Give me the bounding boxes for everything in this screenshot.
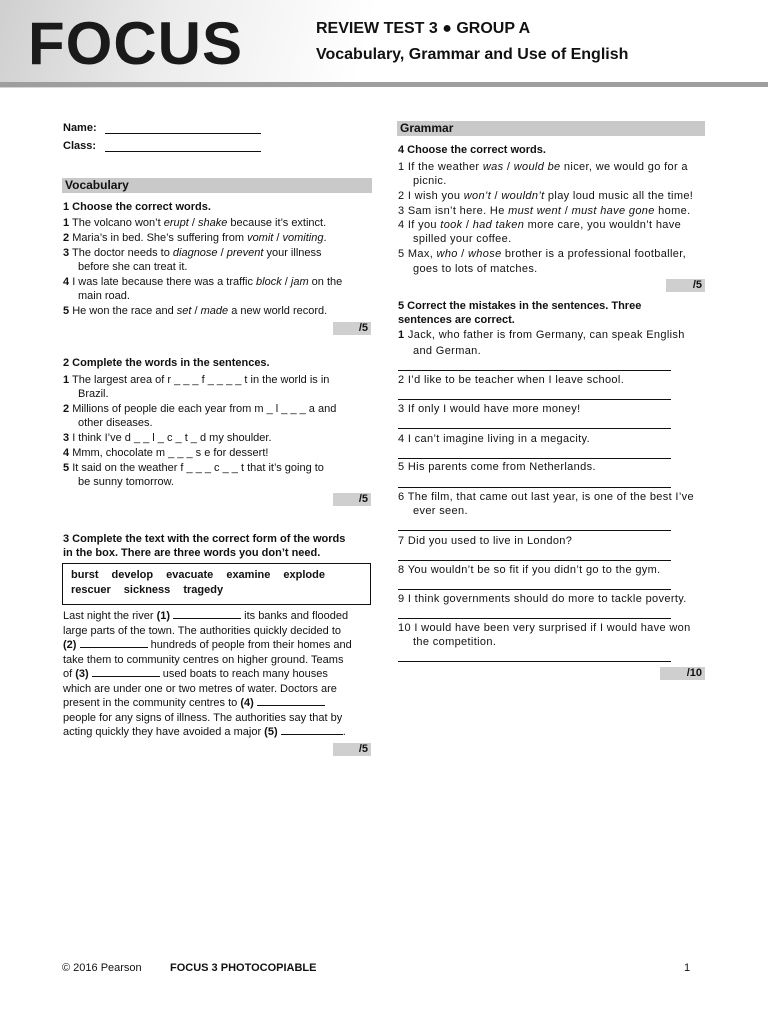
item-continuation: Brazil. (78, 388, 109, 400)
item-text: The film, that came out last year, is one of the best I’ve (407, 491, 694, 503)
word-option[interactable]: wouldn’t (501, 190, 545, 202)
item-text: Maria’s in bed. She’s suffering from (72, 232, 248, 244)
item-number: 3 (63, 247, 70, 259)
word-option[interactable]: whose (467, 248, 502, 260)
test-title: REVIEW TEST 3 ● GROUP A (316, 20, 531, 37)
item-text: The doctor needs to (71, 247, 173, 259)
choice-item (63, 304, 327, 319)
item-text: / (188, 217, 198, 229)
item-text: Jack, who father is from Germany, can speak English (407, 329, 685, 341)
item-text: Did you used to live in London? (407, 535, 573, 547)
item-number: 9 (398, 593, 405, 605)
exercise-1-score: /5 (333, 322, 371, 335)
item-number: 1 (398, 329, 405, 341)
item-text: / (462, 219, 473, 231)
footer-label: FOCUS 3 PHOTOCOPIABLE (170, 962, 317, 974)
text-item (398, 534, 572, 549)
gap-2[interactable] (80, 638, 148, 648)
item-text: / (457, 248, 468, 260)
item-number: 2 (398, 374, 405, 386)
item-text: / (217, 247, 227, 259)
item-number: 4 (398, 433, 405, 445)
test-subtitle: Vocabulary, Grammar and Use of English (316, 46, 629, 63)
item-text: your illness (263, 247, 322, 259)
item-text: I’d like to be teacher when I leave school. (407, 374, 625, 386)
answer-line[interactable] (398, 560, 671, 561)
word-option[interactable]: vomiting (282, 232, 324, 244)
word-option[interactable]: shake (197, 217, 228, 229)
text-item (398, 373, 624, 388)
item-text: / (273, 232, 283, 244)
item-number: 2 (398, 190, 405, 202)
text-item (398, 563, 661, 578)
word-option[interactable]: must went (508, 205, 562, 217)
item-continuation: picnic. (413, 175, 447, 187)
word-option[interactable]: erupt (163, 217, 189, 229)
item-number: 5 (63, 462, 70, 474)
item-text: I would have been very surprised if I would have won (414, 622, 691, 634)
item-number: 1 (398, 161, 405, 173)
item-text: If you (407, 219, 441, 231)
word-option[interactable]: block (256, 276, 282, 288)
choice-item (398, 218, 681, 233)
exercise-1-title: 1 Choose the correct words. (63, 201, 211, 213)
page-number: 1 (684, 962, 691, 974)
word-option[interactable]: vomit (247, 232, 274, 244)
text-item (398, 460, 596, 475)
answer-line[interactable] (398, 428, 671, 429)
item-text: . (323, 232, 327, 244)
item-text: / (503, 161, 514, 173)
word-box (62, 563, 371, 605)
item-text: play loud music all the time! (544, 190, 694, 202)
item-text: on the (308, 276, 343, 288)
word-option[interactable]: jam (290, 276, 309, 288)
word-box-line2: rescuer sickness tragedy (71, 584, 224, 596)
name-field[interactable] (105, 133, 261, 134)
word-option[interactable]: must have gone (571, 205, 655, 217)
answer-line[interactable] (398, 661, 671, 662)
item-continuation: spilled your coffee. (413, 233, 512, 245)
item-continuation: ever seen. (413, 505, 468, 517)
choice-item (63, 275, 342, 290)
item-number: 5 (398, 461, 405, 473)
gap-5[interactable] (281, 725, 343, 735)
vocabulary-heading: Vocabulary (62, 178, 372, 193)
item-number: 8 (398, 564, 405, 576)
item-number: 3 (398, 205, 405, 217)
item-text: I think governments should do more to tackle poverty. (407, 593, 687, 605)
word-option[interactable]: set (176, 305, 192, 317)
item-text: The volcano won’t (71, 217, 164, 229)
item-text: Millions of people die each year from m _ l _ _ _ a and (72, 403, 337, 415)
item-number: 7 (398, 535, 405, 547)
word-option[interactable]: took (440, 219, 463, 231)
answer-line[interactable] (398, 618, 671, 619)
item-text: Max, (407, 248, 437, 260)
word-option[interactable]: was (482, 161, 504, 173)
exercise-3-title-line2: in the box. There are three words you don’t need. (63, 547, 321, 559)
word-option[interactable]: prevent (226, 247, 264, 259)
answer-line[interactable] (398, 370, 671, 371)
exercise-3-text: Last night the river (1) its banks and flooded large parts of the town. The authorities quickly decided to (2) hundreds of people from their homes and take them to community centres on higher ground. Teams of (3) used boats to reach many houses which are under one or two metres of water. Doctors are present in the community centres to (4) people for any signs of illness. The authorities say that by acting quickly they have avoided a major (5) . (63, 610, 352, 738)
exercise-4-title: 4 Choose the correct words. (398, 144, 546, 156)
item-number: 6 (398, 491, 405, 503)
text-item (398, 328, 685, 343)
choice-item (398, 247, 686, 262)
item-continuation: main road. (78, 290, 130, 302)
item-text: I can’t imagine living in a megacity. (407, 433, 590, 445)
item-text: If the weather (407, 161, 483, 173)
text-item (63, 431, 272, 446)
choice-item (63, 216, 326, 231)
page-header (0, 0, 768, 88)
exercise-5-score: /10 (660, 667, 705, 680)
item-continuation: before she can treat it. (78, 261, 188, 273)
item-text: He won the race and (72, 305, 177, 317)
text-item (63, 461, 324, 476)
item-number: 2 (63, 403, 70, 415)
exercise-2-title: 2 Complete the words in the sentences. (63, 357, 270, 369)
exercise-5-title-line2: sentences are correct. (398, 314, 515, 326)
word-option[interactable]: who (436, 248, 458, 260)
item-text: brother is a professional footballer, (501, 248, 687, 260)
item-number: 4 (63, 447, 70, 459)
item-text: / (561, 205, 572, 217)
text-item (398, 621, 691, 636)
text-item (398, 592, 687, 607)
item-number: 1 (63, 217, 70, 229)
item-text: / (281, 276, 291, 288)
text-item (398, 432, 590, 447)
text-item (63, 402, 336, 417)
footer-copyright: © 2016 Pearson (62, 962, 142, 974)
item-text: Sam isn’t here. He (407, 205, 509, 217)
grammar-heading: Grammar (397, 121, 705, 136)
item-text: nicer, we would go for a (560, 161, 688, 173)
exercise-2-score: /5 (333, 493, 371, 506)
focus-logo: FOCUS (28, 10, 243, 77)
class-field[interactable] (105, 151, 261, 152)
item-number: 4 (398, 219, 405, 231)
gap-4[interactable] (257, 696, 325, 706)
word-option[interactable]: had taken (472, 219, 525, 231)
item-text: You wouldn’t be so fit if you didn’t go to the gym. (407, 564, 661, 576)
name-label: Name: (63, 122, 97, 134)
choice-item (398, 189, 693, 204)
item-number: 2 (63, 232, 70, 244)
word-box-line1: burst develop evacuate examine explode (71, 569, 325, 581)
item-text: more care, you wouldn’t have (524, 219, 682, 231)
item-number: 10 (398, 622, 411, 634)
answer-line[interactable] (398, 458, 671, 459)
item-text: I wish you (407, 190, 464, 202)
text-item (63, 446, 268, 461)
answer-line[interactable] (398, 487, 671, 488)
item-number: 5 (63, 305, 70, 317)
exercise-3-title-line1: 3 Complete the text with the correct form of the words (63, 533, 346, 545)
item-number: 3 (398, 403, 405, 415)
word-option[interactable]: made (200, 305, 229, 317)
text-item (63, 373, 329, 388)
item-text: Mmm, chocolate m _ _ _ s e for dessert! (72, 447, 269, 459)
header-divider (0, 82, 768, 87)
choice-item (398, 204, 690, 219)
item-number: 4 (63, 276, 70, 288)
item-text: I was late because there was a traffic (72, 276, 257, 288)
text-item (398, 402, 581, 417)
item-text: The largest area of r _ _ _ f _ _ _ _ t in the world is in (71, 374, 330, 386)
answer-line[interactable] (398, 399, 671, 400)
exercise-5-title-line1: 5 Correct the mistakes in the sentences. Three (398, 300, 642, 312)
choice-item (63, 231, 327, 246)
gap-3[interactable] (92, 667, 160, 677)
word-option[interactable]: diagnose (172, 247, 218, 259)
item-number: 1 (63, 374, 70, 386)
item-number: 3 (63, 432, 70, 444)
exercise-3-score: /5 (333, 743, 371, 756)
answer-line[interactable] (398, 530, 671, 531)
item-text: / (191, 305, 201, 317)
text-item (398, 490, 694, 505)
item-continuation: be sunny tomorrow. (78, 476, 174, 488)
choice-item (63, 246, 322, 261)
class-label: Class: (63, 140, 97, 152)
gap-1[interactable] (173, 609, 241, 619)
exercise-4-score: /5 (666, 279, 705, 292)
item-continuation: goes to lots of matches. (413, 263, 538, 275)
item-text: If only I would have more money! (407, 403, 581, 415)
item-text: His parents come from Netherlands. (407, 461, 596, 473)
word-option[interactable]: would be (513, 161, 561, 173)
answer-line[interactable] (398, 589, 671, 590)
item-text: It said on the weather f _ _ _ c _ _ t that it’s going to (72, 462, 324, 474)
item-text: / (491, 190, 502, 202)
item-text: because it’s extinct. (227, 217, 327, 229)
item-text: I think I’ve d _ _ l _ c _ t _ d my shoulder. (72, 432, 272, 444)
word-option[interactable]: won’t (463, 190, 492, 202)
item-continuation: and German. (413, 345, 482, 357)
item-continuation: the competition. (413, 636, 497, 648)
item-continuation: other diseases. (78, 417, 153, 429)
choice-item (398, 160, 688, 175)
item-text: a new world record. (228, 305, 328, 317)
item-text: home. (654, 205, 691, 217)
item-number: 5 (398, 248, 405, 260)
